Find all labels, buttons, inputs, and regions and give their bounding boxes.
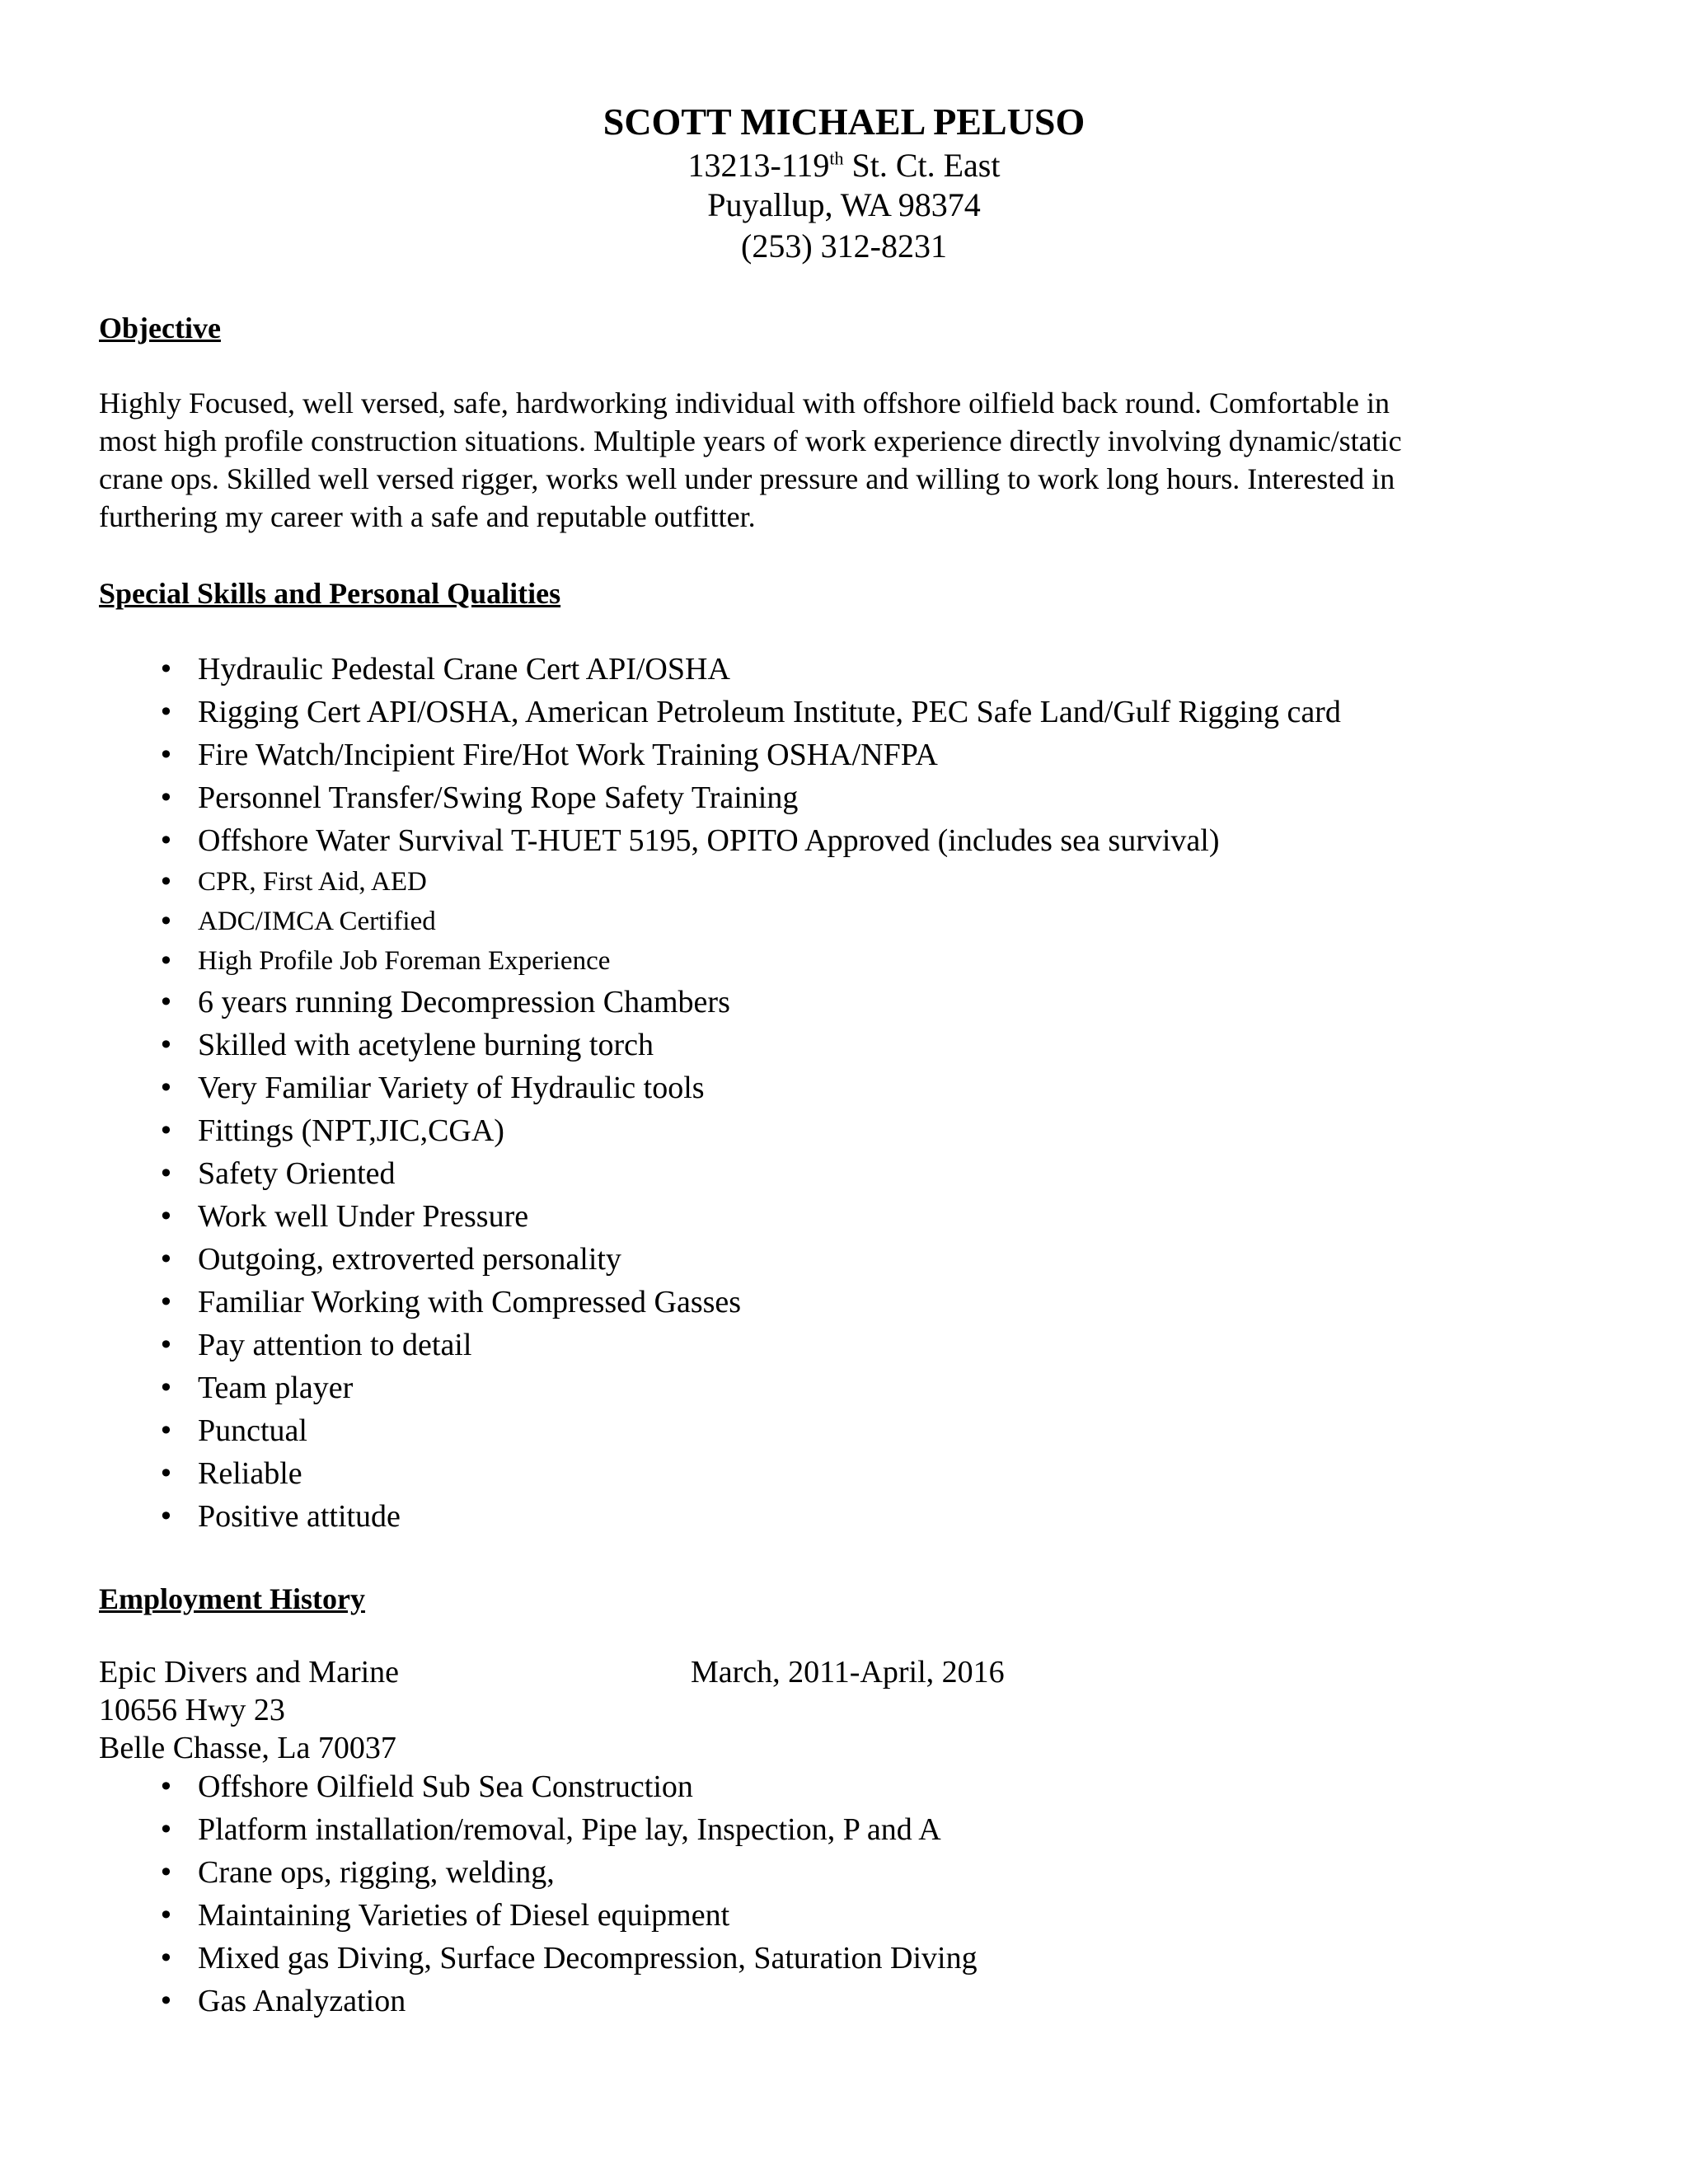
bullet-icon: • (158, 782, 174, 813)
duty-text: Maintaining Varieties of Diesel equipment (198, 1898, 730, 1933)
employer-name: Epic Divers and Marine (99, 1655, 400, 1690)
bullet-icon: • (158, 1814, 174, 1845)
bullet-icon: • (158, 1943, 174, 1974)
employment-heading: Employment History (99, 1582, 365, 1615)
skill-text: Work well Under Pressure (198, 1199, 529, 1234)
bullet-icon: • (158, 1072, 174, 1104)
phone-number: (253) 312-8231 (741, 227, 947, 265)
duty-text: Offshore Oilfield Sub Sea Construction (198, 1769, 693, 1804)
skill-text: ADC/IMCA Certified (198, 907, 436, 936)
skill-text: Team player (198, 1371, 354, 1405)
skills-heading: Special Skills and Personal Qualities (99, 577, 561, 610)
bullet-icon: • (158, 1415, 174, 1446)
objective-line: most high profile construction situations. Multiple years of work experience directly involving dynamic/static (99, 424, 1402, 457)
bullet-icon: • (158, 1985, 174, 2017)
bullet-icon: • (158, 1286, 174, 1318)
employer-block (99, 1653, 399, 1767)
duty-text: Platform installation/removal, Pipe lay, Inspection, P and A (198, 1812, 941, 1847)
bullet-icon: • (158, 1029, 174, 1061)
objective-line: crane ops. Skilled well versed rigger, works well under pressure and willing to work long hours. Interested in (99, 462, 1395, 495)
bullet-icon: • (158, 1771, 174, 1802)
street-name: St. Ct. East (843, 147, 1001, 184)
bullet-icon: • (158, 1857, 174, 1888)
skill-text: Skilled with acetylene burning torch (198, 1028, 654, 1062)
bullet-icon: • (158, 866, 174, 898)
bullet-icon: • (158, 1458, 174, 1489)
bullet-icon: • (158, 1244, 174, 1275)
street-address (0, 145, 1688, 186)
bullet-icon: • (158, 1201, 174, 1232)
skill-text: Positive attitude (198, 1499, 401, 1534)
bullet-icon: • (158, 1115, 174, 1146)
duty-text: Mixed gas Diving, Surface Decompression, Saturation Diving (198, 1941, 978, 1975)
skill-text: Outgoing, extroverted personality (198, 1242, 621, 1277)
skill-text: CPR, First Aid, AED (198, 867, 427, 897)
employment-dates: March, 2011-April, 2016 (691, 1655, 1005, 1690)
skill-text: Fittings (NPT,JIC,CGA) (198, 1113, 504, 1148)
duty-text: Gas Analyzation (198, 1984, 406, 2018)
skill-text: Hydraulic Pedestal Crane Cert API/OSHA (198, 652, 730, 687)
skill-text: High Profile Job Foreman Experience (198, 946, 611, 976)
employer-address-line: 10656 Hwy 23 (99, 1693, 285, 1727)
bullet-icon: • (158, 1158, 174, 1189)
objective-heading: Objective (99, 312, 221, 344)
bullet-icon: • (158, 654, 174, 685)
bullet-icon: • (158, 739, 174, 771)
bullet-icon: • (158, 825, 174, 856)
skill-text: Familiar Working with Compressed Gasses (198, 1285, 742, 1319)
city-state-zip: Puyallup, WA 98374 (707, 186, 981, 223)
bullet-icon: • (158, 906, 174, 937)
skill-text: Very Familiar Variety of Hydraulic tools (198, 1071, 705, 1105)
skill-text: Punctual (198, 1413, 307, 1448)
skill-text: Reliable (198, 1456, 302, 1491)
skill-text: 6 years running Decompression Chambers (198, 985, 730, 1019)
bullet-icon: • (158, 987, 174, 1018)
skill-text: Safety Oriented (198, 1156, 396, 1191)
objective-line: furthering my career with a safe and reputable outfitter. (99, 500, 756, 533)
bullet-icon: • (158, 1501, 174, 1532)
skill-text: Rigging Cert API/OSHA, American Petroleum Institute, PEC Safe Land/Gulf Rigging card (198, 695, 1341, 729)
bullet-icon: • (158, 945, 174, 977)
street-ordinal-suffix: th (829, 148, 844, 169)
bullet-icon: • (158, 1329, 174, 1361)
skill-text: Offshore Water Survival T-HUET 5195, OPITO Approved (includes sea survival) (198, 823, 1220, 858)
candidate-name: SCOTT MICHAEL PELUSO (603, 101, 1085, 143)
skill-text: Personnel Transfer/Swing Rope Safety Training (198, 780, 799, 815)
skill-text: Fire Watch/Incipient Fire/Hot Work Training OSHA/NFPA (198, 738, 938, 772)
bullet-icon: • (158, 1372, 174, 1404)
skill-text: Pay attention to detail (198, 1328, 472, 1362)
bullet-icon: • (158, 1900, 174, 1931)
bullet-icon: • (158, 696, 174, 728)
objective-line: Highly Focused, well versed, safe, hardworking individual with offshore oilfield back round. Comfortable in (99, 387, 1390, 419)
duty-text: Crane ops, rigging, welding, (198, 1855, 555, 1890)
objective-text (99, 384, 1566, 536)
employer-address-line: Belle Chasse, La 70037 (99, 1731, 396, 1765)
street-number: 13213-119 (687, 147, 830, 184)
